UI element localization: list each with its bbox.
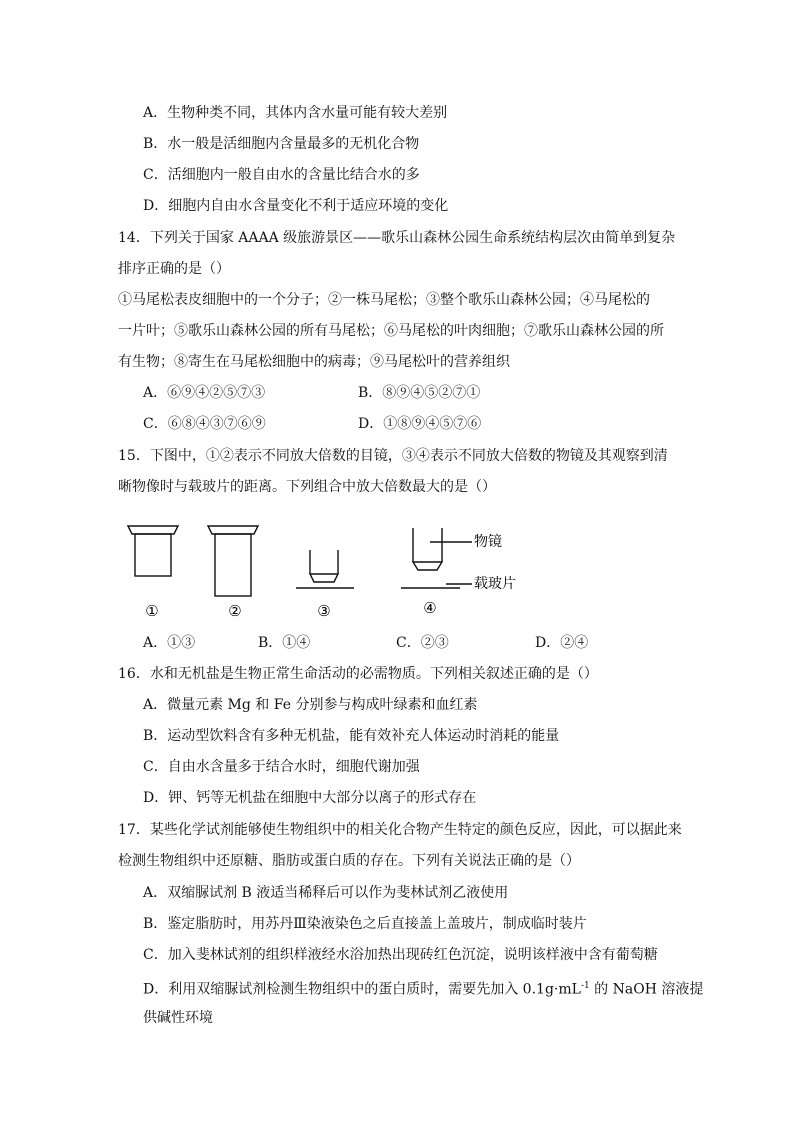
- q14-stem-line2: 排序正确的是（）: [118, 261, 230, 277]
- q17-option-d-text-end: 的 NaOH 溶液提: [589, 981, 704, 998]
- eyepiece-1-diagram: [128, 526, 178, 576]
- q17-option-d: [143, 977, 703, 999]
- q16-option-b: B．运动型饮料含有多种无机盐，能有效补充人体运动时消耗的能量: [143, 728, 560, 744]
- q13-option-a: A．生物种类不同，其体内含水量可能有较大差别: [143, 105, 448, 121]
- q14-items-line1: ①马尾松表皮细胞中的一个分子；②一株马尾松；③整个歌乐山森林公园；④马尾松的: [118, 292, 650, 308]
- figure-label-3: ③: [317, 602, 331, 620]
- figure-label-4: ④: [423, 599, 437, 617]
- objective-4-diagram: [401, 528, 472, 588]
- q17-option-b: B．鉴定脂肪时，用苏丹Ⅲ染液染色之后直接盖上盖玻片，制成临时装片: [143, 916, 587, 932]
- q17-option-c: C．加入斐林试剂的组织样液经水浴加热出现砖红色沉淀，说明该样液中含有葡萄糖: [143, 947, 658, 963]
- q17-option-d-line2: 供碱性环境: [143, 1010, 213, 1026]
- q14-option-b: B．⑧⑨④⑤②⑦①: [358, 385, 481, 401]
- q17-stem-line2: 检测生物组织中还原糖、脂肪或蛋白质的存在。下列有关说法正确的是（）: [118, 853, 580, 869]
- objective-3-diagram: [296, 550, 354, 588]
- q13-option-b: B．水一般是活细胞内含量最多的无机化合物: [143, 136, 420, 152]
- q14-option-c: C．⑥⑧④③⑦⑥⑨: [143, 416, 266, 432]
- q15-option-a: A．①③: [143, 635, 196, 651]
- q14-items-line2: 一片叶；⑤歌乐山森林公园的所有马尾松；⑥马尾松的叶肉细胞；⑦歌乐山森林公园的所: [118, 323, 664, 339]
- q14-items-line3: 有生物；⑧寄生在马尾松细胞中的病毒；⑨马尾松叶的营养组织: [118, 354, 510, 370]
- objective-label: 物镜: [474, 534, 502, 550]
- q14-option-a: A．⑥⑨④②⑤⑦③: [143, 385, 266, 401]
- q15-option-b: B．①④: [258, 635, 311, 651]
- q14-stem-line1: 14．下列关于国家 AAAA 级旅游景区——歌乐山森林公园生命系统结构层次由简单到复杂: [118, 230, 676, 246]
- q17-option-d-text: D．利用双缩脲试剂检测生物组织中的蛋白质时，需要先加入 0.1g·mL: [143, 981, 581, 998]
- q15-option-d: D．②④: [535, 635, 589, 651]
- q17-stem-line1: 17．某些化学试剂能够使生物组织中的相关化合物产生特定的颜色反应，因此，可以据此来: [118, 822, 682, 838]
- q16-option-d: D．钾、钙等无机盐在细胞中大部分以离子的形式存在: [143, 790, 477, 806]
- figure-label-1: ①: [145, 602, 159, 620]
- slide-label: 载玻片: [474, 576, 516, 592]
- q13-option-c: C．活细胞内一般自由水的含量比结合水的多: [143, 167, 420, 183]
- eyepiece-2-diagram: [208, 526, 258, 596]
- q15-stem-line1: 15．下图中，①②表示不同放大倍数的目镜，③④表示不同放大倍数的物镜及其观察到清: [118, 448, 668, 464]
- q16-option-c: C．自由水含量多于结合水时，细胞代谢加强: [143, 759, 420, 775]
- q16-stem: 16．水和无机盐是生物正常生命活动的必需物质。下列相关叙述正确的是（）: [118, 666, 598, 682]
- q15-option-c: C．②③: [396, 635, 449, 651]
- q17-option-a: A．双缩脲试剂 B 液适当稀释后可以作为斐林试剂乙液使用: [143, 885, 509, 901]
- q15-stem-line2: 晰物像时与载玻片的距离。下列组合中放大倍数最大的是（）: [118, 479, 496, 495]
- q14-option-d: D．①⑧⑨④⑤⑦⑥: [358, 416, 482, 432]
- q13-option-d: D．细胞内自由水含量变化不利于适应环境的变化: [143, 198, 449, 214]
- microscope-lens-figure: [110, 514, 570, 624]
- q17-option-d-superscript: -1: [580, 981, 590, 991]
- q16-option-a: A．微量元素 Mg 和 Fe 分别参与构成叶绿素和血红素: [143, 697, 478, 713]
- figure-label-2: ②: [228, 602, 242, 620]
